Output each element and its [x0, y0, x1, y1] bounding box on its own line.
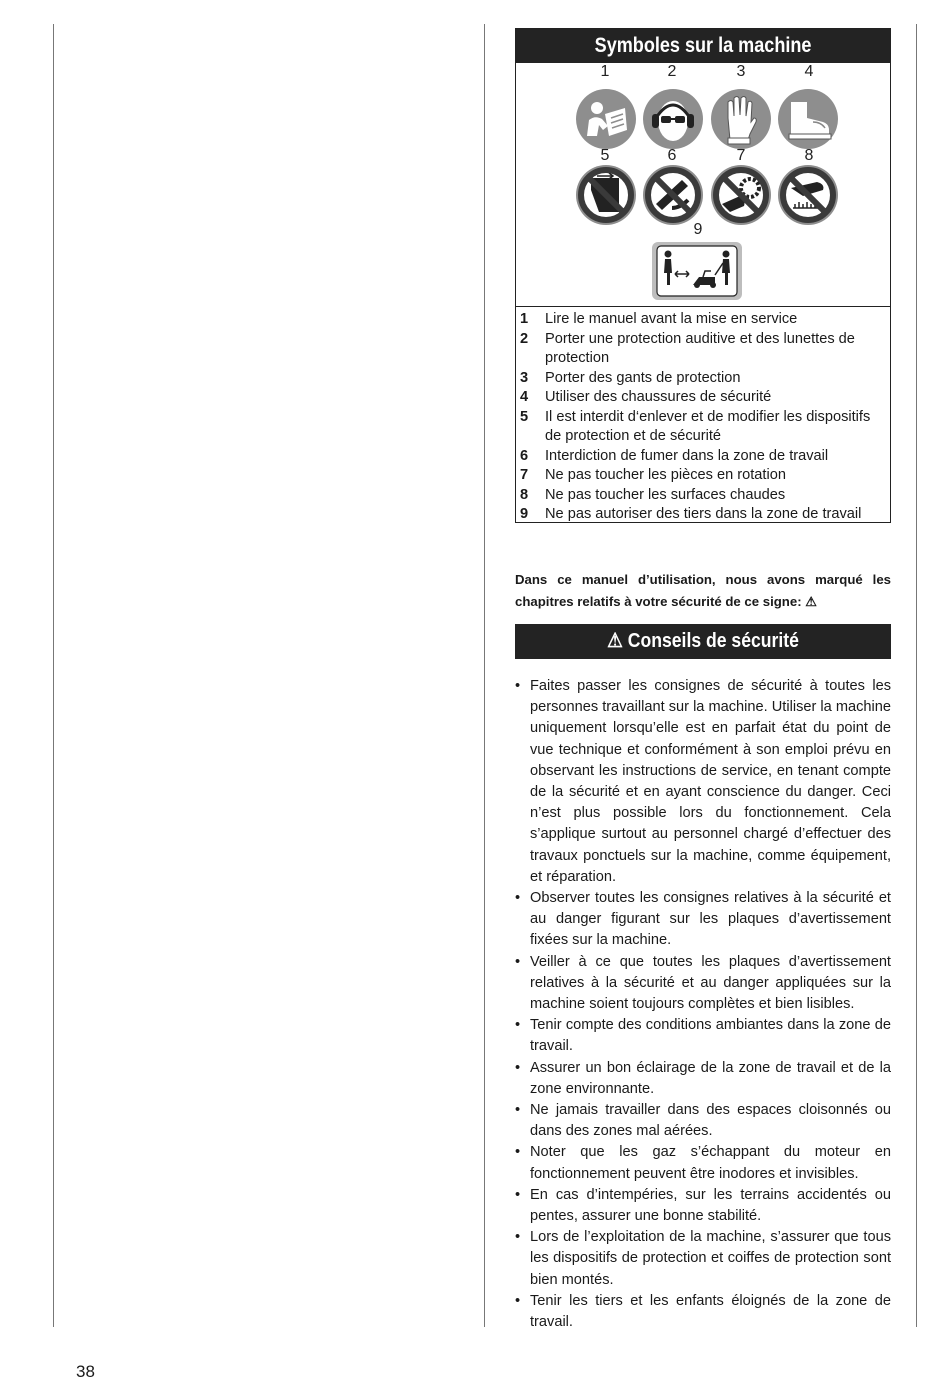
symbol-number: 4: [804, 63, 814, 80]
legend-row: [520, 369, 886, 389]
list-item: [515, 676, 891, 888]
symbols-legend: [520, 310, 886, 525]
legend-row: [520, 310, 886, 330]
list-item-text: Tenir les tiers et les enfants éloignés de la zone de travail.: [530, 1292, 891, 1331]
no-guard-removal-icon: [575, 164, 637, 226]
safety-bullet-list: [515, 676, 891, 1333]
symbol-number: 7: [736, 147, 746, 164]
protective-gloves-icon: [710, 88, 772, 150]
legend-number: 1: [520, 311, 529, 327]
symbol-number: 8: [804, 147, 814, 164]
legend-text: Utiliser des chaussures de sécurité: [545, 389, 772, 405]
bullet-icon: •: [515, 953, 521, 970]
legend-number: 3: [520, 369, 529, 386]
list-item: [515, 952, 891, 1016]
bullet-icon: •: [515, 678, 521, 694]
legend-text: Interdiction de fumer dans la zone de travail: [545, 447, 829, 464]
list-item: [515, 1100, 891, 1142]
symbols-box: [515, 28, 891, 523]
right-margin-line: [916, 24, 917, 1327]
list-item: [515, 1227, 891, 1291]
list-item: [515, 1142, 891, 1184]
legend-number: 7: [520, 467, 529, 483]
legend-number: 2: [520, 330, 529, 347]
legend-row: [520, 505, 886, 525]
safety-boots-icon: [777, 88, 839, 150]
no-touching-rotating-parts-icon: [710, 164, 772, 226]
symbol-number: 9: [693, 221, 703, 238]
list-item-text: Noter que les gaz s’échappant du moteur en fonctionnement peuvent être inodores et invisibles.: [530, 1144, 891, 1182]
list-item-text: Lors de l’exploitation de la machine, s’assurer que tous les dispositifs de protection et coiffes de protection sont bien montés.: [530, 1229, 891, 1288]
list-item-text: Assurer un bon éclairage de la zone de travail et de la zone environnante.: [530, 1059, 891, 1097]
legend-number: 8: [520, 486, 529, 503]
list-item-text: Faites passer les consignes de sécurité à toutes les personnes travaillant sur la machine. Utiliser la machine uniquement lorsqu’elle est en parfait état du point de vue technique et conformément à son emploi prévu en observant les instructions de service, en tenant compte de la sécurité et en ayant conscience du danger. Ceci n’est plus possible lors du fonctionnement. Cela s’applique surtout au personnel chargé d’effectuer des travaux ponctuels sur la machine, comme équipement, et réparation.: [530, 678, 891, 885]
legend-text: Porter une protection auditive et des lunettes de protection: [545, 330, 855, 366]
legend-text: Lire le manuel avant la mise en service: [545, 311, 798, 327]
bullet-icon: •: [515, 1229, 521, 1246]
symbol-number: 2: [667, 63, 677, 80]
left-margin-line: [53, 24, 54, 1327]
legend-number: 6: [520, 447, 529, 464]
bullet-icon: •: [515, 1102, 521, 1119]
legend-row: [520, 330, 886, 369]
bullet-icon: •: [515, 1017, 521, 1034]
safety-title: Conseils de sécurité: [627, 630, 799, 652]
bullet-icon: •: [515, 1292, 521, 1309]
list-item: [515, 888, 891, 952]
bullet-icon: •: [515, 890, 521, 907]
safety-title-banner: [515, 624, 891, 659]
symbol-number: 5: [600, 147, 610, 164]
legend-row: [520, 408, 886, 447]
list-item-text: En cas d’intempéries, sur les terrains accidentés ou pentes, assurer une bonne stabilité.: [530, 1186, 891, 1225]
legend-text: Ne pas toucher les pièces en rotation: [545, 467, 786, 483]
bullet-icon: •: [515, 1059, 521, 1076]
list-item-text: Tenir compte des conditions ambiantes dans la zone de travail.: [530, 1017, 891, 1055]
legend-row: [520, 486, 886, 506]
keep-distance-bystanders-icon: [651, 241, 743, 301]
no-touching-hot-surfaces-icon: [777, 164, 839, 226]
symbol-number: 6: [667, 147, 677, 164]
center-divider-line: [484, 24, 485, 1327]
bullet-icon: •: [515, 1144, 521, 1161]
list-item-text: Observer toutes les consignes relatives à la sécurité et au danger figurant sur les plaques d’avertissement fixées sur la machine.: [530, 890, 891, 949]
no-smoking-icon: [642, 164, 704, 226]
list-item: [515, 1015, 891, 1057]
list-item-text: Ne jamais travailler dans des espaces cloisonnés ou dans des zones mal aérées.: [530, 1102, 891, 1140]
legend-row: [520, 388, 886, 408]
page-number: 38: [76, 1362, 95, 1381]
hearing-eye-protection-icon: [642, 88, 704, 150]
list-item: [515, 1291, 891, 1333]
legend-row: [520, 447, 886, 467]
bullet-icon: •: [515, 1186, 521, 1203]
symbol-number: 3: [736, 63, 746, 80]
manual-reading-icon: [575, 88, 637, 150]
legend-number: 9: [520, 506, 529, 522]
legend-number: 4: [520, 389, 529, 405]
list-item: [515, 1185, 891, 1227]
legend-text: Ne pas toucher les surfaces chaudes: [545, 486, 786, 503]
legend-text: Ne pas autoriser des tiers dans la zone de travail: [545, 506, 862, 522]
symbol-number: 1: [600, 63, 610, 80]
warning-icon: ⚠: [607, 630, 623, 652]
symbols-title: Symboles sur la machine: [516, 29, 890, 63]
legend-text: Il est interdit d‘enlever et de modifier les dispositifs de protection et de sécurité: [545, 408, 871, 444]
legend-row: [520, 466, 886, 486]
list-item: [515, 1058, 891, 1100]
symbols-divider: [516, 306, 890, 307]
legend-number: 5: [520, 408, 529, 425]
legend-text: Porter des gants de protection: [545, 369, 741, 386]
list-item-text: Veiller à ce que toutes les plaques d’avertissement relatives à la sécurité et au danger appliquées sur la machine soient toujours complètes et bien lisibles.: [530, 953, 891, 1013]
safety-intro-text: Dans ce manuel d’utilisation, nous avons marqué les chapitres relatifs à votre sécurité de ce signe: ⚠: [515, 572, 891, 609]
